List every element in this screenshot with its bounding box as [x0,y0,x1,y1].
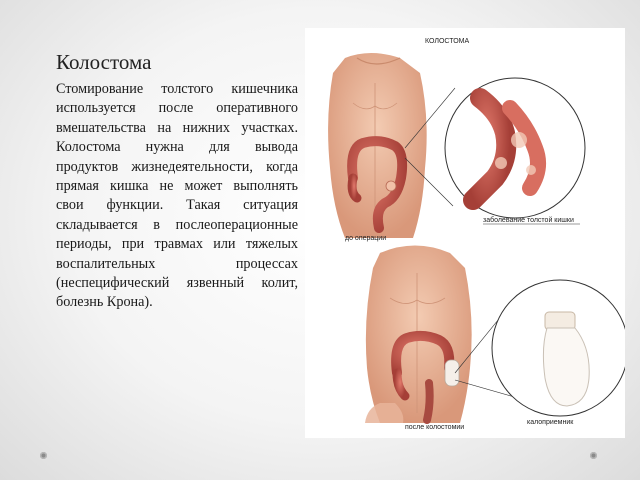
label-after: после колостомии [405,424,465,431]
colostomy-illustration [305,28,625,438]
diseased-colon-closeup [445,78,585,218]
figure-heading: КОЛОСТОМА [425,38,470,45]
torso-after-surgery [365,246,472,424]
label-before: до операции [345,235,387,242]
label-bag: калоприемник [527,419,574,426]
slide-body-text: Стомирование толстого кишечника используется после оперативного вмешательства на нижних участках. Колостома нужна для вывода продуктов жизнедеятельности, когда прямая кишка не может выполнять свои функции. Такая ситуация складывается в послеоперационные периоды, при травмах или тяжелых воспалительных процессах (неспецифический язвенный колит, болезнь Крона). [56,81,298,311]
stoma-bag-closeup [492,280,625,416]
slide-nav-dot-right[interactable] [590,452,597,459]
slide-nav-dot-left[interactable] [40,452,47,459]
slide-title: Колостома [56,50,152,74]
label-disease: заболевание толстой кишки [483,217,574,224]
torso-before-surgery [328,53,427,238]
